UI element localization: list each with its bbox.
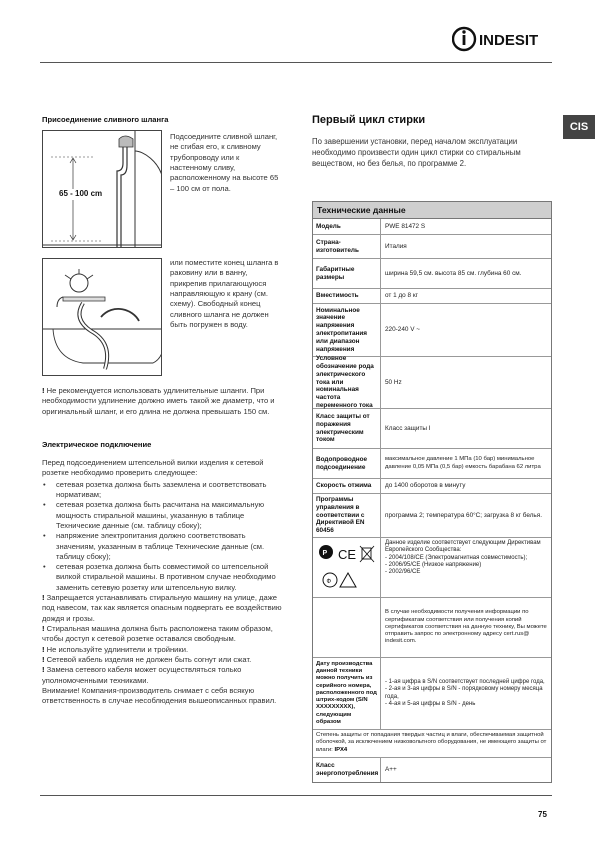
triangle-mark-icon (340, 573, 356, 587)
warning-text: Не используйте удлинители и тройники. (46, 644, 189, 654)
drain-sink-figure (42, 258, 162, 376)
warning-line (42, 665, 282, 686)
warning-icon: ! (42, 593, 45, 603)
svg-text:CE: CE (338, 547, 357, 562)
row-label: Габаритные размеры (313, 259, 381, 288)
brand-name: INDESIT (479, 32, 539, 49)
electric-checklist (42, 480, 282, 593)
warning-line (42, 593, 282, 624)
warning-icon: ! (42, 654, 45, 664)
tuv-mark-icon (323, 573, 337, 587)
directives-cell (381, 538, 551, 597)
ip-protection-value: IPX4 (334, 746, 348, 753)
table-row (313, 357, 551, 409)
weee-bin-icon (360, 546, 374, 562)
warning-text: Запрещается устанавливать стиральную машину на улице, даже под навесом, так как является опасным подвергать ее воздействию дождя и грозы. (42, 593, 282, 623)
date-rule: - 4-ая и 5-ая цифры в S/N - день (385, 700, 476, 707)
warning-icon: ! (42, 665, 45, 675)
list-item: • сетевая розетка должна быть расчитана на максимальную мощность стиральной машины, указанную в таблице Технические данные (см. таблицу сбоку); (42, 500, 282, 531)
table-row (313, 219, 551, 235)
first-cycle-title: Первый цикл стирки (312, 114, 426, 126)
row-value: Италия (385, 242, 407, 250)
table-row (313, 758, 551, 782)
ce-mark-icon (338, 547, 356, 562)
row-label: Класс защиты от поражения электрическим током (313, 409, 381, 448)
warning-icon: ! (42, 386, 45, 395)
certification-marks (313, 538, 381, 597)
table-row (313, 449, 551, 479)
table-row (313, 730, 551, 758)
warning-line (42, 655, 282, 665)
list-item: • сетевая розетка должна быть совместимой со штепсельной вилкой стиральной машины. В противном случае необходимо заменить сетевую розетку или штепсельную вилку. (42, 562, 282, 593)
table-row (313, 304, 551, 357)
production-date-rules (381, 658, 551, 729)
row-value: 220-240 V ~ (385, 326, 420, 334)
row-label: Модель (313, 219, 381, 234)
row-label: Программы управления в соответствии с Директивой EN 60456 (313, 494, 381, 537)
row-value: 50 Hz (385, 378, 402, 386)
row-label: Вместимость (313, 289, 381, 303)
row-label: Номинальное значение напряжения электропитания или диапазон напряжения (313, 304, 381, 356)
table-row (313, 235, 551, 259)
directive-item: - 2002/96/CE (385, 569, 421, 576)
tech-data-table (312, 201, 552, 783)
directive-item: - 2004/108/CE (Электромагнитная совместимость); (385, 554, 528, 561)
row-value: от 1 до 8 кг (385, 292, 418, 300)
indesit-logo (452, 26, 560, 52)
row-value: A++ (385, 766, 397, 774)
table-row (313, 538, 551, 598)
table-row (313, 259, 551, 289)
empty-cell (313, 598, 381, 657)
height-dimension-label: 65 - 100 cm (59, 189, 103, 198)
drain-text-1: Подсоедините сливной шланг, не сгибая его, к сливному трубопроводу или к настенному сливу, расположенному на высоте 65 – 100 см от пола. (170, 132, 279, 193)
electric-section (42, 458, 282, 707)
list-item: • напряжение электропитания должно соответствовать значениям, указанным в таблице Технические данные (см. таблицу сбоку); (42, 531, 282, 562)
electric-intro: Перед подсоединением штепсельной вилки изделия к сетевой розетке необходимо проверить следующее: (42, 458, 264, 478)
directives-intro: Данное изделие соответствует следующим Директивам Европейского Сообщества: (385, 540, 541, 554)
row-value: Класс защиты I (385, 424, 431, 432)
ip-protection (313, 730, 551, 757)
warning-text: Стиральная машина должна быть расположена таким образом, чтобы доступ к сетевой розетке оставался свободным. (42, 624, 273, 644)
drain-wall-figure (42, 130, 162, 248)
first-cycle-intro: По завершении установки, перед началом эксплуатации необходимо произвести один цикл стирки со стиральным веществом, но без белья, по программе 2. (312, 137, 521, 169)
table-row (313, 289, 551, 304)
row-value: ширина 59,5 см. высота 85 см. глубина 60 см. (385, 269, 522, 277)
table-row (313, 479, 551, 494)
header-divider (40, 62, 552, 63)
table-row (313, 494, 551, 538)
certificate-info: В случае необходимости получения информации по сертификатам соответствия или получения копий сертификатов соответствия на данную технику, Вы можете отправить запрос по электронному адресу cert.rus@ indesit.com. (385, 609, 547, 645)
extension-warning (42, 386, 282, 417)
row-value: максимальное давление 1 МПа (10 бар) минимальное давление 0,05 МПа (0,5 бар) емкость барабана 62 литра (385, 456, 541, 470)
row-label: Условное обозначение рода электрического тока или номинальная частота переменного тока (313, 357, 381, 408)
page-number: 75 (538, 810, 547, 819)
date-rule: - 1-ая цифра в S/N соответствует последней цифре года, (385, 678, 545, 685)
date-rule: - 2-ая и 3-ая цифры в S/N - порядковому номеру месяца года, (385, 686, 543, 700)
row-label: Страна-изготовитель (313, 235, 381, 258)
row-label: Водопроводное подсоединение (313, 449, 381, 478)
warning-icon: ! (42, 624, 45, 633)
table-row (313, 658, 551, 730)
directive-item: - 2006/95/CE (Низкое напряжение) (385, 561, 482, 568)
extension-warning-text: Не рекомендуется использовать удлинительные шланги. При необходимости удлинение должно иметь такой же диаметр, что и оригинальный шланг, и его длина не должна превышать 150 см. (42, 386, 275, 416)
row-label: Класс энергопотребления (313, 758, 381, 782)
list-item: • сетевая розетка должна быть заземлена и соответствовать нормативам; (42, 480, 282, 501)
pct-mark-icon (319, 545, 333, 559)
table-row (313, 409, 551, 449)
table-row (313, 598, 551, 658)
row-value: PWE 81472 S (385, 222, 426, 230)
tech-data-title: Технические данные (313, 202, 551, 219)
language-tab: CIS (563, 115, 595, 139)
warning-text: Замена сетевого кабеля может осуществляться только уполномоченными техниками. (42, 665, 242, 685)
warning-line (42, 645, 282, 655)
ip-protection-text: Степень защиты от попадания твердых частиц и влаги, обеспечиваемая защитной оболочкой, за исключением низковольтного оборудования, не имеющего защиты от влаги: (316, 732, 547, 753)
footer-divider (40, 795, 552, 796)
drain-text-2: или поместите конец шланга в раковину или в ванну, прикрепив прилагающуюся направляющую к крану (см. схему). Свободный конец сливного шланга не должен быть погружен в воду. (170, 258, 279, 329)
electric-title: Электрическое подключение (42, 440, 152, 449)
row-value: программа 2; температура 60°С; загрузка 8 кг белья. (385, 511, 542, 519)
drain-hose-title: Присоединение сливного шланга (42, 115, 169, 124)
final-note: Внимание! Компания-производитель снимает с себя всякую ответственность в случае несоблюдения вышеописанных правил. (42, 685, 277, 706)
warning-line (42, 624, 282, 645)
production-date-label: Дату производства данной техники можно получить из серийного номера, расположенного под штрих-кодом (S/N XXXXXXXXX), следующим образом (313, 658, 381, 729)
row-label: Скорость отжима (313, 479, 381, 493)
svg-text:Ф: Ф (326, 579, 332, 585)
warning-icon: ! (42, 644, 45, 654)
row-value: до 1400 оборотов в минуту (385, 482, 466, 490)
warning-text: Сетевой кабель изделия не должен быть согнут или сжат. (46, 654, 252, 664)
svg-text:P: P (322, 550, 328, 557)
